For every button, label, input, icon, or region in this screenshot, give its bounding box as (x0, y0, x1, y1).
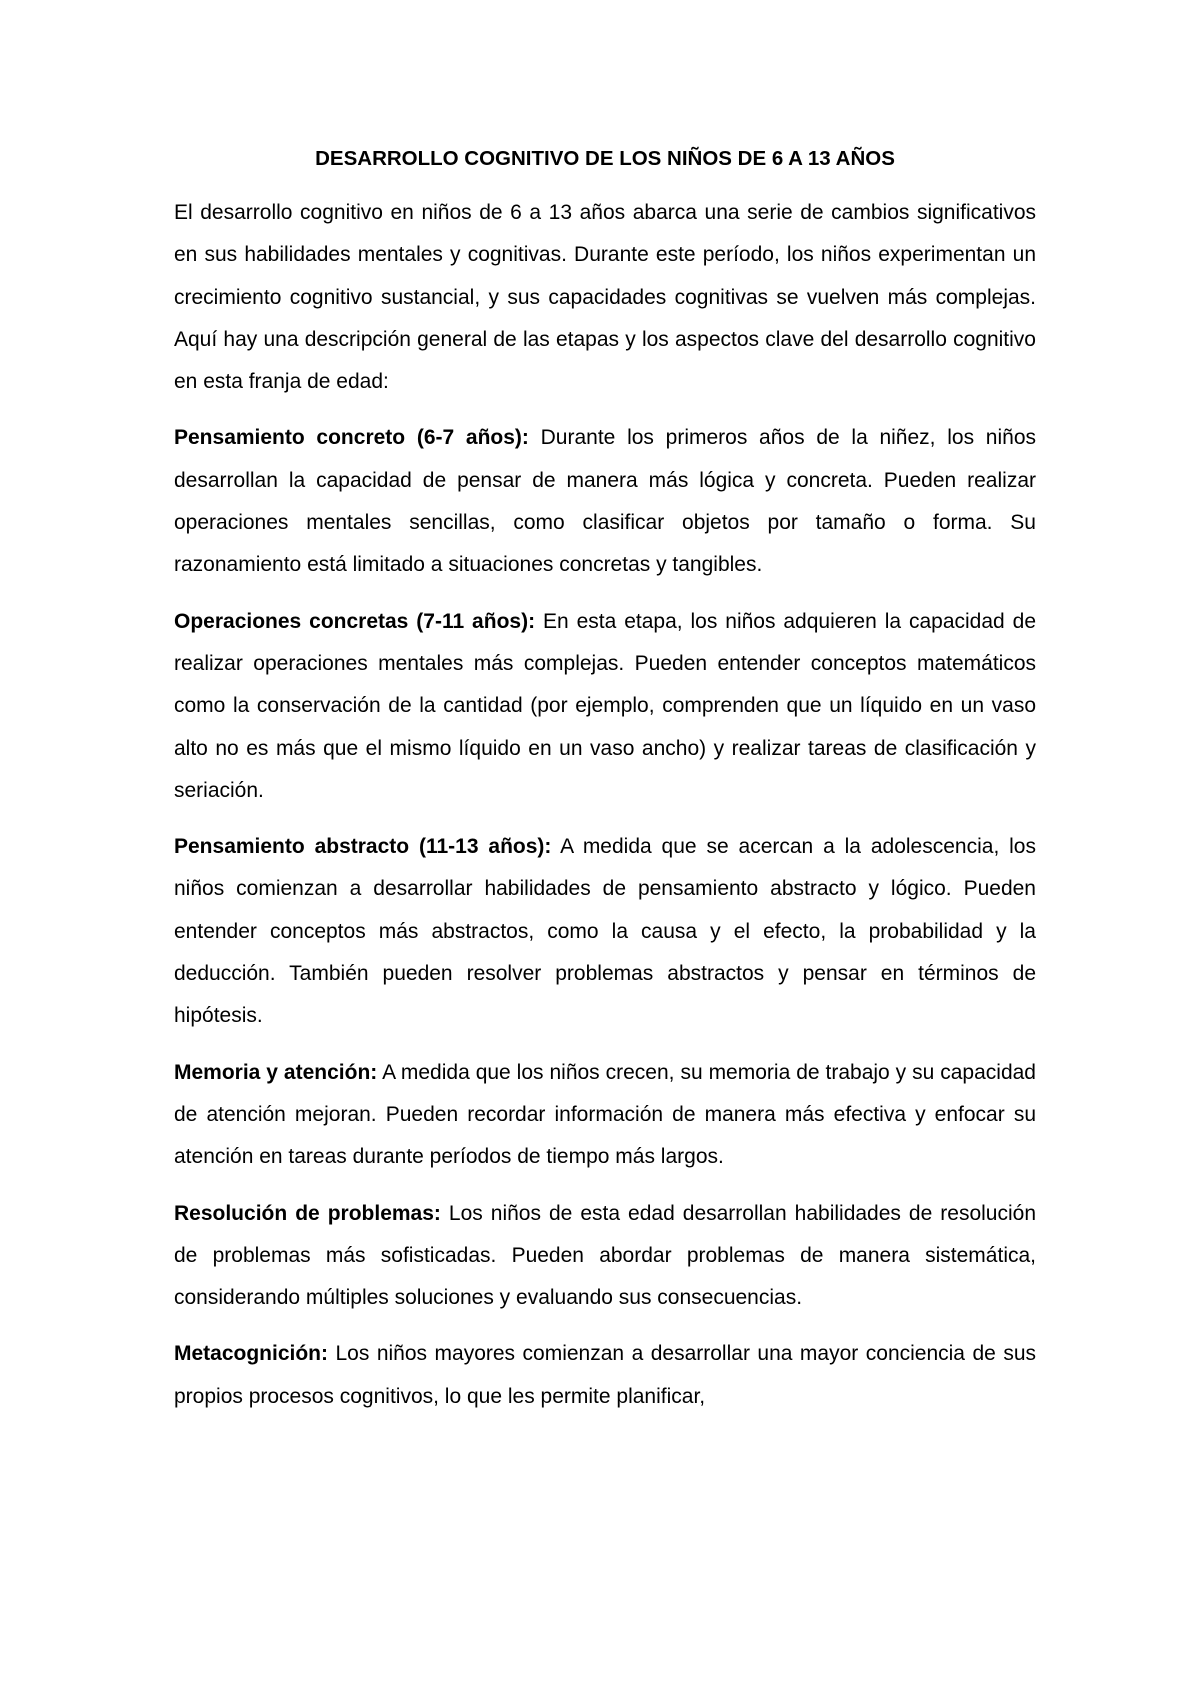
document-body (174, 140, 1036, 1432)
document-title: DESARROLLO COGNITIVO DE LOS NIÑOS DE 6 A 13 AÑOS (315, 147, 895, 170)
section-label: Pensamiento abstracto (11-13 años): (174, 835, 552, 859)
section-text: A medida que se acercan a la adolescencia, los niños comienzan a desarrollar habilidades de pensamiento abstracto y lógico. Pueden entender conceptos más abstractos, como la causa y el efecto, la probabilidad y la deducción. También pueden resolver problemas abstractos y pensar en términos de hipótesis. (174, 835, 1036, 1028)
section-text: Durante los primeros años de la niñez, los niños desarrollan la capacidad de pensar de manera más lógica y concreta. Pueden realizar operaciones mentales sencillas, como clasificar objetos por tamaño o forma. Su razonamiento está limitado a situaciones concretas y tangibles. (174, 426, 1036, 577)
intro-paragraph: El desarrollo cognitivo en niños de 6 a 13 años abarca una serie de cambios significativos en sus habilidades mentales y cognitivas. Durante este período, los niños experimentan un crecimiento cognitivo sustancial, y sus capacidades cognitivas se vuelven más complejas. Aquí hay una descripción general de las etapas y los aspectos clave del desarrollo cognitivo en esta franja de edad: (174, 201, 1036, 394)
section-text: En esta etapa, los niños adquieren la capacidad de realizar operaciones mentales más complejas. Pueden entender conceptos matemáticos como la conservación de la cantidad (por ejemplo, comprenden que un líquido en un vaso alto no es más que el mismo líquido en un vaso ancho) y realizar tareas de clasificación y seriación. (174, 609, 1036, 802)
section-label: Resolución de problemas: (174, 1201, 441, 1225)
section-resolucion-problemas (174, 1193, 1036, 1320)
section-pensamiento-concreto (174, 417, 1036, 586)
section-metacognicion (174, 1333, 1036, 1418)
section-label: Memoria y atención: (174, 1060, 378, 1084)
section-text: A medida que los niños crecen, su memoria de trabajo y su capacidad de atención mejoran. Pueden recordar información de manera más efectiva y enfocar su atención en tareas durante períodos de tiempo más largos. (174, 1060, 1036, 1169)
section-pensamiento-abstracto (174, 826, 1036, 1037)
section-operaciones-concretas (174, 601, 1036, 812)
section-label: Pensamiento concreto (6-7 años): (174, 426, 529, 450)
section-text: Los niños de esta edad desarrollan habilidades de resolución de problemas más sofisticadas. Pueden abordar problemas de manera sistemática, considerando múltiples soluciones y evaluando sus consecuencias. (174, 1201, 1037, 1310)
section-text: Los niños mayores comienzan a desarrollar una mayor conciencia de sus propios procesos cognitivos, lo que les permite planificar, (174, 1342, 1036, 1408)
section-memoria-atencion (174, 1052, 1036, 1179)
section-label: Metacognición: (174, 1342, 329, 1366)
section-label: Operaciones concretas (7-11 años): (174, 609, 536, 633)
